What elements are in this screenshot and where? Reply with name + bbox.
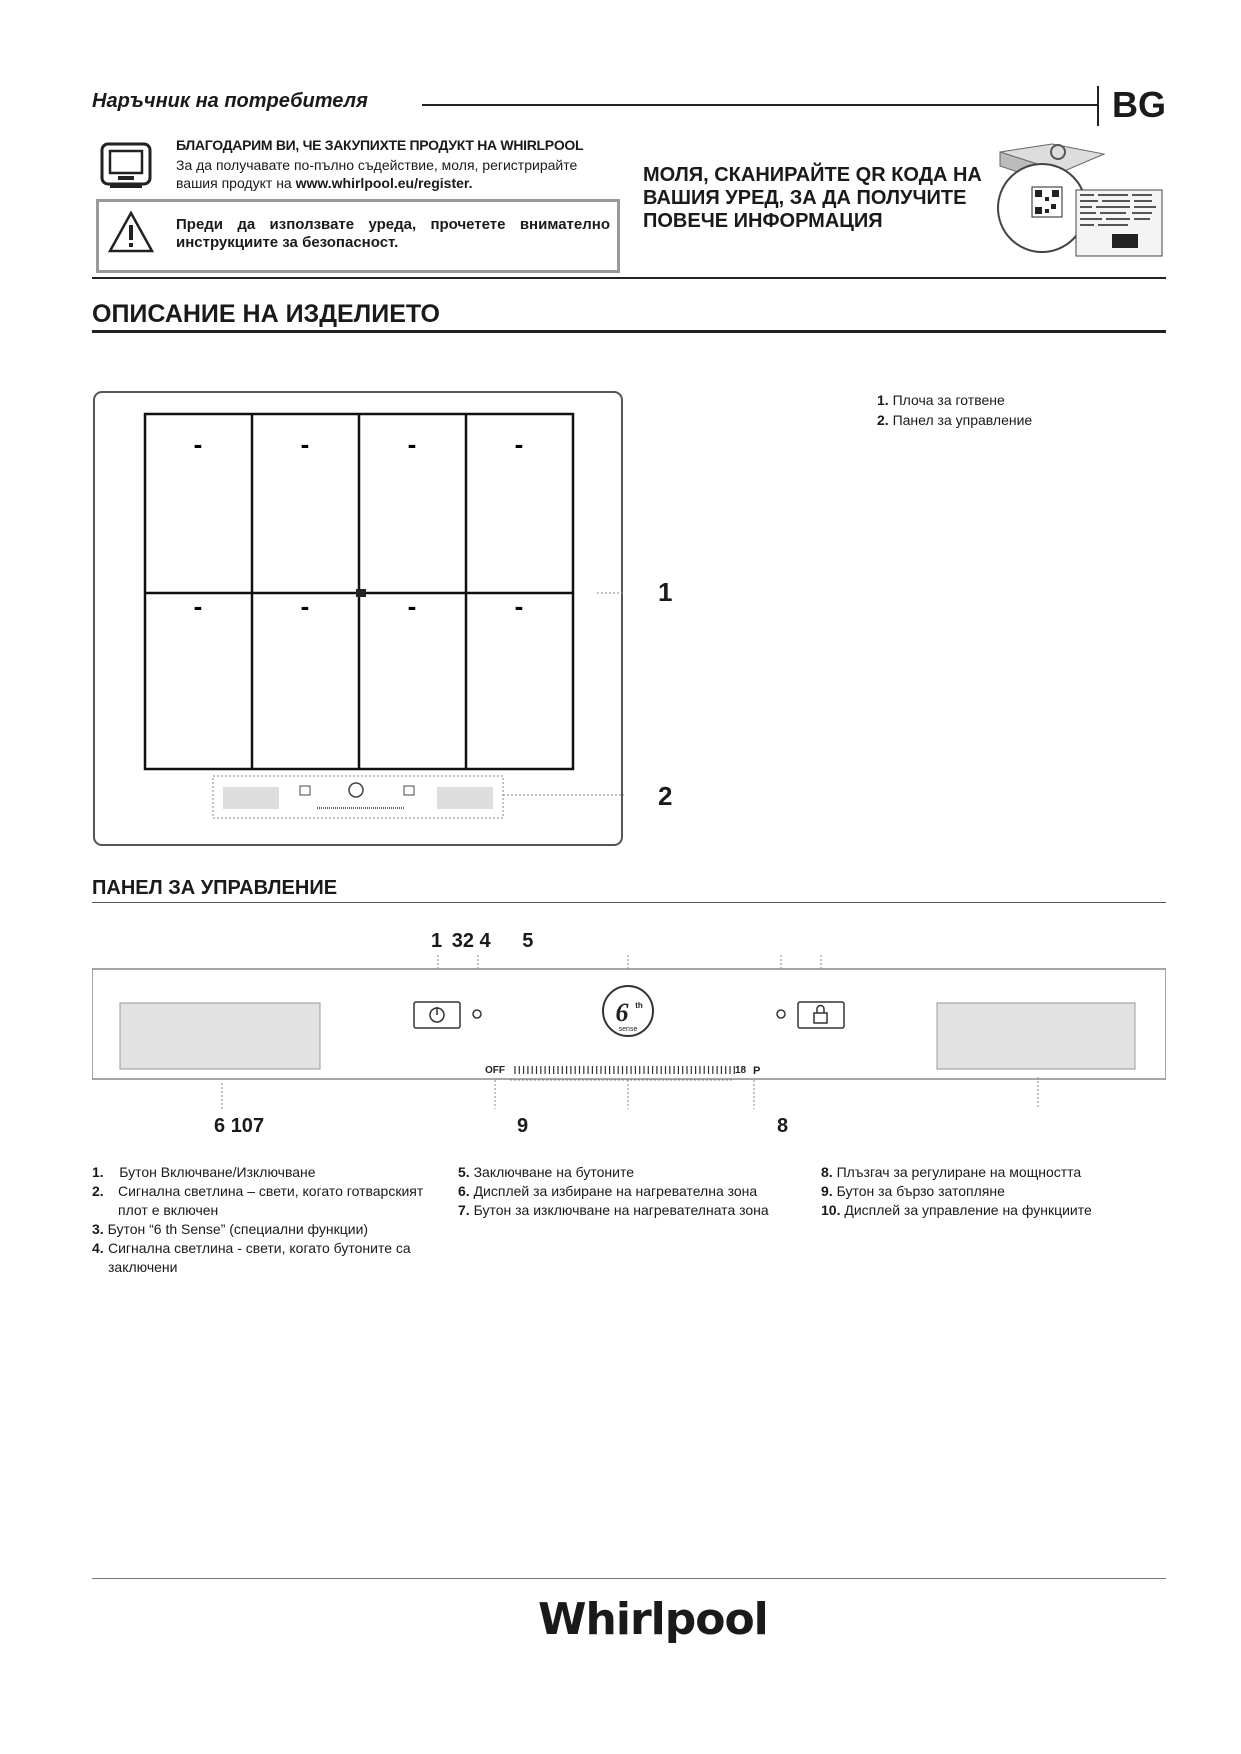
control-panel-title: ПАНЕЛ ЗА УПРАВЛЕНИЕ bbox=[92, 877, 338, 899]
items-column-3 bbox=[821, 1163, 1166, 1220]
qr-instruction: МОЛЯ, СКАНИРАЙТЕ QR КОДА НА ВАШИЯ УРЕД, ЗА ДА ПОЛУЧИТЕ ПОВЕЧЕ ИНФОРМАЦИЯ bbox=[643, 164, 982, 232]
items-column-2 bbox=[458, 1163, 798, 1220]
monitor-icon bbox=[100, 142, 152, 190]
hob-diagram bbox=[92, 390, 624, 847]
zone-display-dash: - bbox=[300, 591, 310, 621]
slider-max-label: 18 bbox=[735, 1065, 747, 1076]
registration-text bbox=[176, 156, 616, 192]
list-item bbox=[92, 1239, 442, 1277]
control-panel-diagram bbox=[92, 925, 1166, 1145]
product-section-rule bbox=[92, 330, 1166, 333]
item-text: Заключване на бутоните bbox=[473, 1164, 634, 1180]
list-item bbox=[92, 1163, 442, 1182]
callout-top-3: 3 bbox=[451, 930, 463, 952]
item-text: Бутон “6 th Sense” (специални функции) bbox=[107, 1221, 369, 1237]
callout-2: 2 bbox=[658, 781, 673, 811]
sixth-sense-number: 6 bbox=[615, 998, 629, 1027]
item-num: 3. bbox=[92, 1221, 104, 1237]
item-text: Бутон за изключване на нагревателната зона bbox=[473, 1202, 769, 1218]
manual-title: Наръчник на потребителя bbox=[92, 90, 368, 112]
zone-display-dash: - bbox=[514, 429, 524, 459]
bottom-callout-6-10-7 bbox=[214, 1115, 264, 1138]
safety-warning-text: Преди да използвате уреда, прочетете внимателно инструкциите за безопасност. bbox=[176, 216, 610, 251]
language-code: BG bbox=[1112, 84, 1166, 125]
list-item bbox=[458, 1201, 798, 1220]
list-item bbox=[821, 1163, 1166, 1182]
control-panel-rule bbox=[92, 902, 1166, 903]
callout-top-4: 4 bbox=[479, 930, 491, 952]
header-separator bbox=[92, 277, 1166, 279]
header-rule bbox=[422, 104, 1098, 106]
item-num: 4. bbox=[92, 1240, 104, 1256]
zone-display-dash: - bbox=[407, 429, 417, 459]
callout-bottom-8: 8 bbox=[777, 1115, 789, 1137]
zone-display-dash: - bbox=[407, 591, 417, 621]
registration-line2 bbox=[176, 174, 616, 192]
zone-display-dash: - bbox=[514, 591, 524, 621]
callout-top-5: 5 bbox=[522, 930, 534, 952]
legend-label: Панел за управление bbox=[892, 412, 1033, 428]
sixth-sense-suffix: th bbox=[635, 1001, 643, 1010]
item-text: Дисплей за управление на функциите bbox=[844, 1202, 1092, 1218]
callout-top-2: 2 bbox=[462, 930, 474, 952]
list-item bbox=[458, 1163, 798, 1182]
registration-line1: За да получавате по-пълно съдействие, моля, регистрирайте bbox=[176, 157, 578, 173]
callout-bottom-6: 6 bbox=[214, 1115, 226, 1137]
zone-display-dash: - bbox=[193, 591, 203, 621]
callout-top-1: 1 bbox=[431, 930, 443, 952]
product-section-title: ОПИСАНИЕ НА ИЗДЕЛИЕТО bbox=[92, 300, 440, 328]
callout-1: 1 bbox=[658, 577, 673, 607]
item-text: Сигнална светлина - свети, когато бутоните са заключени bbox=[108, 1240, 411, 1275]
callout-bottom-7: 7 bbox=[252, 1115, 265, 1137]
legend-num: 1. bbox=[877, 392, 889, 408]
list-item bbox=[821, 1182, 1166, 1201]
item-text: Бутон Включване/Изключване bbox=[119, 1164, 316, 1180]
item-text: Плъзгач за регулиране на мощността bbox=[836, 1164, 1082, 1180]
item-num: 6. bbox=[458, 1183, 470, 1199]
item-text: Бутон за бързо затопляне bbox=[836, 1183, 1005, 1199]
item-num: 2. bbox=[92, 1183, 104, 1199]
footer-rule bbox=[92, 1578, 1166, 1579]
product-legend bbox=[877, 390, 1032, 430]
item-num: 8. bbox=[821, 1164, 833, 1180]
zone-display-dash: - bbox=[300, 429, 310, 459]
items-column-1 bbox=[92, 1163, 442, 1277]
appliance-qr-label-illustration bbox=[992, 142, 1168, 260]
item-num: 5. bbox=[458, 1164, 470, 1180]
slider-off-label: OFF bbox=[485, 1065, 505, 1076]
legend-item bbox=[877, 390, 1032, 410]
zone-display-dash: - bbox=[193, 429, 203, 459]
legend-item bbox=[877, 410, 1032, 430]
registration-prefix: вашия продукт на bbox=[176, 175, 296, 191]
list-item bbox=[92, 1220, 442, 1239]
warning-triangle-icon bbox=[108, 211, 154, 253]
item-text: Дисплей за избиране на нагревателна зона bbox=[473, 1183, 758, 1199]
registration-title: БЛАГОДАРИМ ВИ, ЧЕ ЗАКУПИХТЕ ПРОДУКТ НА WHIRLPOOL bbox=[176, 137, 584, 153]
item-num: 10. bbox=[821, 1202, 841, 1218]
slider-boost-label: P bbox=[753, 1065, 761, 1077]
whirlpool-logo: Whirlpool bbox=[538, 1594, 768, 1645]
header-divider bbox=[1097, 86, 1099, 126]
registration-url[interactable]: www.whirlpool.eu/register. bbox=[295, 175, 473, 191]
list-item bbox=[92, 1182, 442, 1220]
sixth-sense-word: sense bbox=[618, 1026, 638, 1033]
callout-bottom-10: 10 bbox=[230, 1115, 253, 1137]
item-num: 7. bbox=[458, 1202, 470, 1218]
list-item bbox=[458, 1182, 798, 1201]
item-num: 1. bbox=[92, 1164, 104, 1180]
item-text: Сигнална светлина – свети, когато готварският плот е включен bbox=[118, 1183, 424, 1218]
legend-num: 2. bbox=[877, 412, 889, 428]
legend-label: Плоча за готвене bbox=[892, 392, 1005, 408]
item-num: 9. bbox=[821, 1183, 833, 1199]
callout-bottom-9: 9 bbox=[517, 1115, 529, 1137]
list-item bbox=[821, 1201, 1166, 1220]
